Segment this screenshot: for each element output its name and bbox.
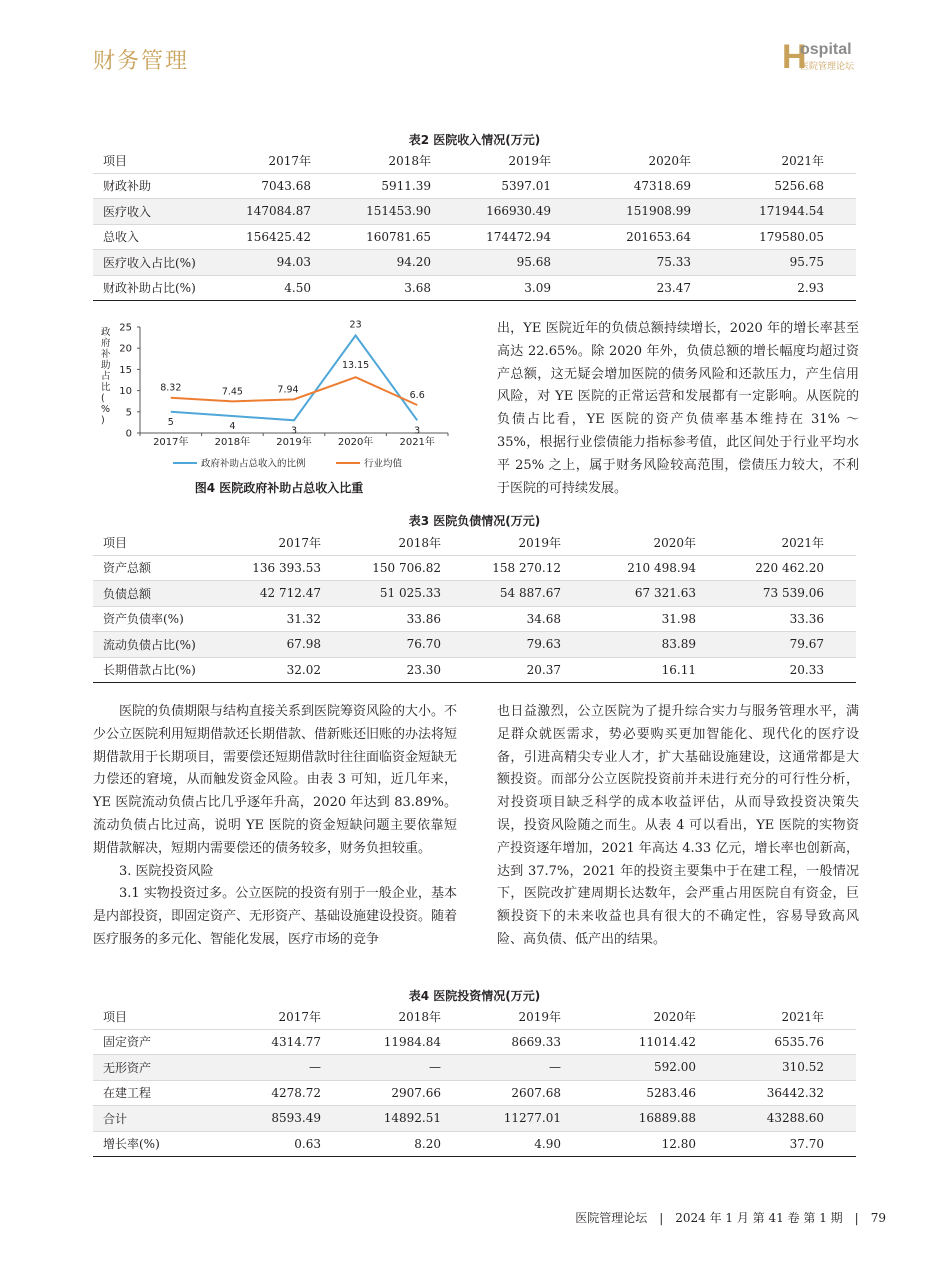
row-label-cell: 合计 — [93, 1106, 233, 1132]
table-cell: 210 498.94 — [593, 555, 728, 581]
table-cell: 75.33 — [583, 250, 723, 276]
journal-logo — [782, 40, 862, 74]
table-header-cell: 项目 — [93, 148, 223, 173]
table-cell: 0.63 — [233, 1131, 353, 1157]
table-row — [93, 1055, 856, 1081]
table2-caption: 表2 医院收入情况(万元) — [408, 133, 541, 147]
data-label: 6.6 — [409, 390, 425, 402]
table-header-cell: 2017年 — [233, 1004, 353, 1029]
row-label-cell: 财政补助 — [93, 173, 223, 199]
table-cell: 8.20 — [353, 1131, 473, 1157]
paragraph-debt-structure: 医院的负债期限与结构直接关系到医院筹资风险的大小。不少公立医院利用短期借款还长期借款、借新账还旧账的办法将短期借款用于长期项目，需要偿还短期借款时往往面临资金短缺无力偿还的窘境，从而触发资金风险。由表 3 可知，近几年来，YE 医院流动负债占比几乎逐年升高，2020 年达到 83.89%。流动负债占比过高，说明 YE 医院的资金短缺问题主要依靠短期借款解决，短期内需要偿还的债务较多，财务负担较重。 — [93, 704, 458, 856]
table-cell: 79.63 — [473, 632, 593, 658]
table-cell: 136 393.53 — [233, 555, 353, 581]
table-cell: — — [353, 1055, 473, 1081]
footer-separator: | — [659, 1211, 664, 1225]
figure4-caption: 图4 医院政府补助占总收入比重 — [194, 481, 364, 495]
table-cell: 151453.90 — [343, 199, 463, 225]
table-cell: 43288.60 — [728, 1106, 856, 1132]
table-header-cell: 项目 — [93, 1004, 233, 1029]
table-cell: 6535.76 — [728, 1029, 856, 1055]
table-cell: 16.11 — [593, 657, 728, 683]
table-cell: 51 025.33 — [353, 581, 473, 607]
table-row — [93, 555, 856, 581]
table-cell: 592.00 — [593, 1055, 728, 1081]
table-header-cell: 2020年 — [583, 148, 723, 173]
table-cell: 156425.42 — [223, 224, 343, 250]
x-tick-label: 2018年 — [214, 437, 251, 448]
x-tick-label: 2019年 — [276, 437, 312, 448]
x-tick-label: 2021年 — [399, 437, 435, 448]
table-cell: 12.80 — [593, 1131, 728, 1157]
table-header-cell: 2019年 — [463, 148, 583, 173]
logo-word: ospital — [800, 41, 852, 58]
table-row — [93, 173, 856, 199]
table-row — [93, 581, 856, 607]
table-cell: 79.67 — [728, 632, 856, 658]
table-header-row — [93, 530, 856, 555]
table-cell: 310.52 — [728, 1055, 856, 1081]
table-row — [93, 275, 856, 301]
table-cell: 42 712.47 — [233, 581, 353, 607]
body-paragraph-right-top — [497, 318, 859, 500]
table-row — [93, 606, 856, 632]
table-header-cell: 2018年 — [343, 148, 463, 173]
paragraph-text: 出，YE 医院近年的负债总额持续增长，2020 年的增长率甚至高达 22.65%。除 2020 年外，负债总额的增长幅度均超过资产总额，这无疑会增加医院的债务风险和还款压力，产生信用风险，对 YE 医院的正常运营和发展都有一定影响。从医院的负债占比看，YE 医院的资产负债率基本维持在 31% ～ 35%，根据行业偿债能力指标参考值，此区间处于行业平均水平 25% 之上，属于财务风险较高范围，偿债压力较大，不利于医院的可持续发展。 — [497, 321, 859, 496]
table-cell: 20.33 — [728, 657, 856, 683]
table-cell: 33.36 — [728, 606, 856, 632]
row-label-cell: 资产负债率(%) — [93, 606, 233, 632]
footer-journal: 医院管理论坛 — [575, 1211, 648, 1225]
data-label: 23 — [349, 319, 362, 331]
table-cell: 150 706.82 — [353, 555, 473, 581]
table-header-cell: 2021年 — [728, 530, 856, 555]
row-label-cell: 总收入 — [93, 224, 223, 250]
table-cell: 54 887.67 — [473, 581, 593, 607]
row-label-cell: 医疗收入占比(%) — [93, 250, 223, 276]
section-title: 财务管理 — [93, 49, 190, 74]
logo-letter: H — [782, 38, 807, 76]
series-line-1 — [171, 335, 417, 420]
body-column-right — [497, 701, 859, 952]
table-cell: 34.68 — [473, 606, 593, 632]
table-cell: — — [233, 1055, 353, 1081]
row-label-cell: 财政补助占比(%) — [93, 275, 223, 301]
y-axis-label: 政府补助占比( % ) — [101, 327, 111, 426]
table-cell: 171944.54 — [723, 199, 856, 225]
table-cell: 83.89 — [593, 632, 728, 658]
table-cell: 5256.68 — [723, 173, 856, 199]
table-cell: 95.68 — [463, 250, 583, 276]
table-cell: 151908.99 — [583, 199, 723, 225]
table-cell: 95.75 — [723, 250, 856, 276]
table-header-row — [93, 148, 856, 173]
table-cell: 23.30 — [353, 657, 473, 683]
table-row — [93, 1029, 856, 1055]
y-tick-label: 0 — [125, 428, 132, 440]
x-tick-label: 2020年 — [337, 437, 374, 448]
table-cell: 220 462.20 — [728, 555, 856, 581]
subheading-investment-risk: 3. 医院投资风险 — [119, 863, 214, 879]
table-cell: 2607.68 — [473, 1080, 593, 1106]
table-header-cell: 2020年 — [593, 1004, 728, 1029]
data-label: 7.45 — [221, 386, 243, 398]
table-cell: 31.98 — [593, 606, 728, 632]
table-row — [93, 250, 856, 276]
table-header-cell: 2021年 — [723, 148, 856, 173]
y-tick-label: 5 — [125, 407, 132, 419]
data-label: 3 — [414, 425, 421, 437]
footer-issue: 2024 年 1 月 第 41 卷 第 1 期 — [675, 1211, 843, 1225]
y-tick-label: 20 — [119, 343, 132, 355]
table-row — [93, 224, 856, 250]
data-label: 4 — [229, 421, 236, 433]
table-cell: 47318.69 — [583, 173, 723, 199]
table-header-cell: 项目 — [93, 530, 233, 555]
table-cell: 73 539.06 — [728, 581, 856, 607]
table-cell: 2.93 — [723, 275, 856, 301]
table-cell: 76.70 — [353, 632, 473, 658]
table-cell: 3.09 — [463, 275, 583, 301]
table-row — [93, 199, 856, 225]
table-cell: 4278.72 — [233, 1080, 353, 1106]
table-cell: 179580.05 — [723, 224, 856, 250]
body-column-left — [93, 701, 457, 952]
table-cell: 5397.01 — [463, 173, 583, 199]
table-cell: 4.50 — [223, 275, 343, 301]
table-cell: 158 270.12 — [473, 555, 593, 581]
table-cell: 174472.94 — [463, 224, 583, 250]
y-tick-label: 25 — [119, 322, 132, 334]
legend-label: 政府补助占总收入的比例 — [201, 458, 306, 470]
table-cell: 3.68 — [343, 275, 463, 301]
row-label-cell: 无形资产 — [93, 1055, 233, 1081]
table-cell: 16889.88 — [593, 1106, 728, 1132]
table-cell: 67.98 — [233, 632, 353, 658]
table-cell: 8669.33 — [473, 1029, 593, 1055]
row-label-cell: 资产总额 — [93, 555, 233, 581]
data-label: 13.15 — [341, 360, 370, 372]
data-label: 7.94 — [277, 384, 299, 396]
table-cell: 11277.01 — [473, 1106, 593, 1132]
table-header-cell: 2018年 — [353, 1004, 473, 1029]
table-header-cell: 2021年 — [728, 1004, 856, 1029]
row-label-cell: 在建工程 — [93, 1080, 233, 1106]
paragraph-investment-analysis: 也日益激烈，公立医院为了提升综合实力与服务管理水平，满足群众就医需求，势必要购买更加智能化、现代化的医疗设备，引进高精尖专业人才，扩大基础设施建设，这通常都是大额投资。而部分公立医院投资前并未进行充分的可行性分析，对投资项目缺乏科学的成本收益评估，从而导致投资决策失误，投资风险随之而生。从表 4 可以看出，YE 医院的实物资产投资逐年增加，2021 年高达 4.33 亿元，增长率也创新高，达到 37.7%，2021 年的投资主要集中于在建工程，一般情况下，医院改扩建周期长达数年，会严重占用医院自有资金，巨额投资下的未来收益也具有很大的不确定性，容易导致高风险、高负债、低产出的结果。 — [497, 704, 859, 947]
table-cell: — — [473, 1055, 593, 1081]
page-footer — [569, 1209, 892, 1226]
x-tick-label: 2017年 — [153, 437, 189, 448]
footer-page-number: 79 — [870, 1211, 886, 1225]
table-cell: 147084.87 — [223, 199, 343, 225]
table-cell: 14892.51 — [353, 1106, 473, 1132]
table-cell: 94.20 — [343, 250, 463, 276]
row-label-cell: 流动负债占比(%) — [93, 632, 233, 658]
table-cell: 4314.77 — [233, 1029, 353, 1055]
table-cell: 2907.66 — [353, 1080, 473, 1106]
table-header-cell: 2020年 — [593, 530, 728, 555]
y-tick-label: 15 — [119, 364, 132, 376]
table4-caption: 表4 医院投资情况(万元) — [408, 989, 541, 1003]
paragraph-physical-investment: 3.1 实物投资过多。公立医院的投资有别于一般企业，基本是内部投资，即固定资产、无形资产、基础设施建设投资。随着医疗服务的多元化、智能化发展，医疗市场的竞争 — [93, 886, 458, 947]
table-cell: 67 321.63 — [593, 581, 728, 607]
table-cell: 5911.39 — [343, 173, 463, 199]
table-row — [93, 657, 856, 683]
table-cell: 201653.64 — [583, 224, 723, 250]
table-cell: 94.03 — [223, 250, 343, 276]
table-cell: 23.47 — [583, 275, 723, 301]
table-row — [93, 1080, 856, 1106]
table-cell: 11984.84 — [353, 1029, 473, 1055]
table-cell: 32.02 — [233, 657, 353, 683]
data-label: 5 — [167, 416, 174, 428]
table-cell: 11014.42 — [593, 1029, 728, 1055]
table-row — [93, 1131, 856, 1157]
table-cell: 8593.49 — [233, 1106, 353, 1132]
table3 — [93, 530, 856, 683]
table-cell: 4.90 — [473, 1131, 593, 1157]
row-label-cell: 固定资产 — [93, 1029, 233, 1055]
table-cell: 7043.68 — [223, 173, 343, 199]
data-label: 3 — [290, 425, 298, 437]
logo-subtitle: 医院管理论坛 — [800, 62, 855, 72]
table-cell: 166930.49 — [463, 199, 583, 225]
row-label-cell: 负债总额 — [93, 581, 233, 607]
table4 — [93, 1004, 856, 1157]
table-header-cell: 2017年 — [223, 148, 343, 173]
figure4-chart — [93, 315, 465, 475]
row-label-cell: 医疗收入 — [93, 199, 223, 225]
data-label: 8.32 — [160, 382, 182, 394]
footer-separator: | — [854, 1211, 859, 1225]
table-row — [93, 632, 856, 658]
table-cell: 20.37 — [473, 657, 593, 683]
table-header-cell: 2017年 — [233, 530, 353, 555]
row-label-cell: 长期借款占比(%) — [93, 657, 233, 683]
table-cell: 31.32 — [233, 606, 353, 632]
table-cell: 5283.46 — [593, 1080, 728, 1106]
table-header-cell: 2018年 — [353, 530, 473, 555]
legend-label: 行业均值 — [364, 458, 403, 470]
table-row — [93, 1106, 856, 1132]
table2 — [93, 148, 856, 301]
y-tick-label: 10 — [119, 386, 132, 398]
table-header-cell: 2019年 — [473, 1004, 593, 1029]
table3-caption: 表3 医院负债情况(万元) — [408, 514, 541, 528]
table-cell: 160781.65 — [343, 224, 463, 250]
table-header-cell: 2019年 — [473, 530, 593, 555]
table-cell: 33.86 — [353, 606, 473, 632]
table-header-row — [93, 1004, 856, 1029]
row-label-cell: 增长率(%) — [93, 1131, 233, 1157]
table-cell: 37.70 — [728, 1131, 856, 1157]
table-cell: 36442.32 — [728, 1080, 856, 1106]
